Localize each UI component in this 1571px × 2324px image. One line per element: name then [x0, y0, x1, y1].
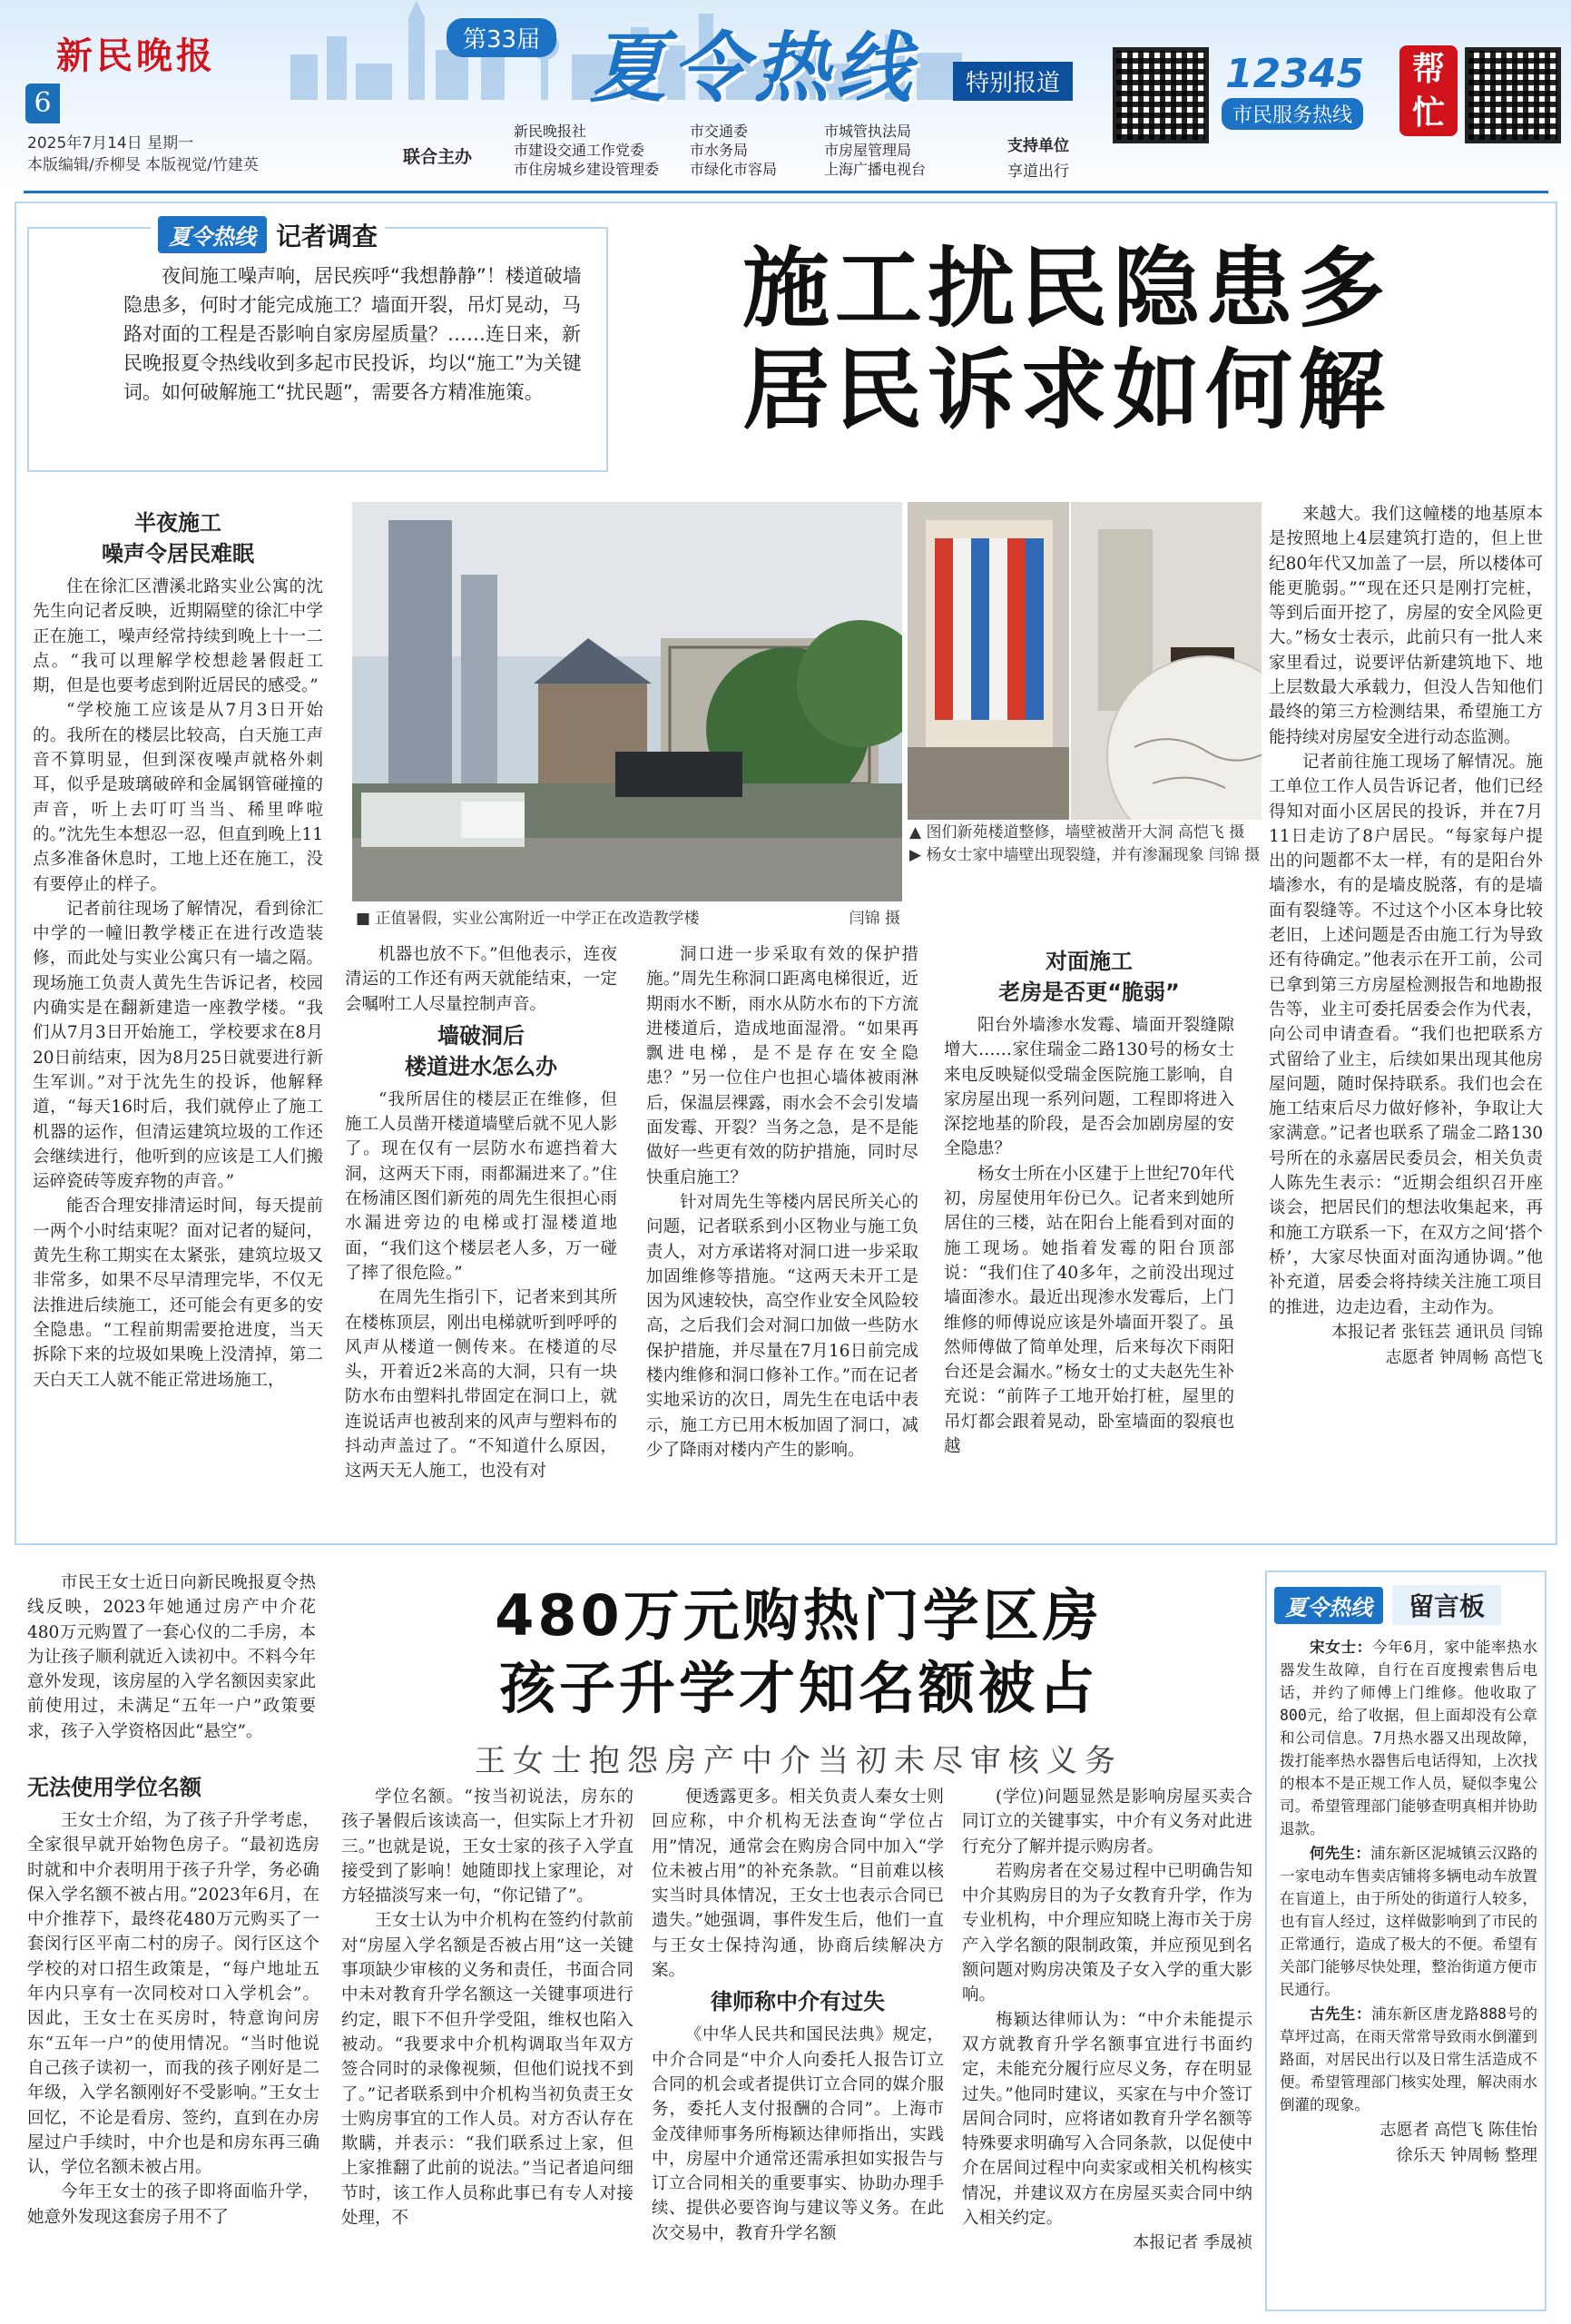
- support-label: 支持单位: [1007, 137, 1069, 155]
- photo-illustration: [908, 502, 1069, 820]
- paragraph: 梅颖达律师认为：“中介未能提示双方就教育升学名额事宜进行书面约定，未能充分履行应尽义务，存在明显过失。”他同时建议，买家在与中介签订居间合同时，应将诸如教育升学名额等特殊要求明确写入合同条款，以促使中介在居间过程中向卖家或相关机构核实情况，并建议双方在房屋买卖合同中纳入相关约定。: [962, 2010, 1252, 2229]
- caption-text: 正值暑假，实业公寓附近一中学正在改造教学楼: [375, 910, 700, 928]
- sponsor: 新民晚报社: [514, 123, 587, 140]
- page-header: [0, 0, 1571, 195]
- board-messages: [1280, 1636, 1537, 2169]
- caption-line: ▲ 图们新苑楼道整修，墙壁被凿开大洞 高恺飞 摄: [909, 823, 1245, 842]
- sponsor-list: [690, 122, 777, 179]
- sponsor: 市绿化市容局: [690, 161, 778, 178]
- board-header: [1274, 1585, 1501, 1625]
- article-column: [27, 1768, 319, 2313]
- photo-school-construction: [352, 502, 902, 901]
- paragraph: 市民王女士近日向新民晚报夏令热线反映，2023年她通过房产中介花480万元购置了一套心仪的二手房，本为让孩子顺利就近入读初中。不料今年意外发现，该房屋的入学名额因卖家此前使用过，未满足“五年一户”政策要求，孩子入学资格因此“悬空”。: [27, 1573, 316, 1741]
- photo-illustration: [1071, 502, 1262, 820]
- paragraph: 王女士介绍，为了孩子升学考虑，全家很早就开始物色房子。“最初选房时就和中介表明用于孩子升学，务必确保入学名额不被占用。”2023年6月，在中介推荐下，最终花480万元购买了一套闵行区平南二村的房子。闵行区这个学校的对口招生政策是，“每户地址五年内只享有一次同校对口入学机会”。因此，王女士在买房时，特意询问房东“五年一户”的使用情况。“当时他说自己孩子读初一，而我的孩子刚好是二年级，入学名额刚好不受影响。”王女士回忆，不论是看房、签约，直到在办房屋过户手续时，中介也是和房东再三确认，学位名额未被占用。: [27, 1811, 319, 2178]
- qr-code-icon: [1465, 47, 1561, 143]
- article-column: [345, 942, 617, 1514]
- message-text: 今年6月，家中能率热水器发生故障，自行在百度搜索售后电话，并约了师傅上门维修。他收取了800元，给了收据，但上面却没有公章和公司信息。7月热水器又出现故障，拨打能率热水器售后电话得知，上次找的根本不是正规工作人员，疑似李鬼公司。希望管理部门能够查明真相并协助退款。: [1280, 1639, 1537, 1837]
- subhead-line: 老房是否更“脆弱”: [998, 980, 1180, 1005]
- message-author: 古先生：: [1310, 2005, 1372, 2023]
- sponsor: 市住房城乡建设管理委: [514, 161, 660, 178]
- article-column: [962, 1785, 1252, 2311]
- sponsor-list: [824, 122, 926, 179]
- lead-paragraph: [27, 1571, 316, 1752]
- sponsor-label: 联合主办: [403, 147, 473, 167]
- special-report-badge: 特别报道: [953, 62, 1073, 101]
- board-title: 留言板: [1392, 1585, 1501, 1625]
- message-text: 浦东新区唐龙路888号的草坪过高，在雨天常常导致雨水倒灌到路面，对居民出行以及日常生活造成不便。希望管理部门核实处理，解决雨水倒灌的现象。: [1280, 2005, 1537, 2113]
- paragraph: 王女士认为中介机构在签约付款前对“房屋入学名额是否被占用”这一关键事项缺少审核的义务和责任，书面合同中未对教育升学名额这一关键事项进行约定，眼下不但升学受阻，维权也陷入被动。“我要求中介机构调取当年双方签合同时的录像视频，但他们说找不到了。”记者联系到中介机构当初负责王女士购房事宜的工作人员。对方否认存在欺瞒，并表示：“我们联系过上家，但上家推翻了此前的说法。”当记者追问细节时，该工作人员称此事已有专人对接处理，不: [341, 1911, 633, 2229]
- paragraph: 来越大。我们这幢楼的地基原本是按照地上4层建筑打造的，但上世纪80年代又加盖了一层，所以楼体可能更脆弱。”“现在还只是刚打完桩，等到后面开挖了，房屋的安全风险更大。”杨女士表示，此前只有一批人来家里看过，说要评估新建筑地下、地上层数最大承载力，但没人告知他们最终的第三方检测结果，希望施工方能持续对房屋安全进行动态监测。: [1269, 505, 1543, 747]
- message: [1280, 1842, 1537, 2001]
- headline-line: 孩子升学才知名额被占: [498, 1655, 1098, 1721]
- article-column: [1269, 502, 1543, 1541]
- headline-line: 480万元购热门学区房: [495, 1582, 1103, 1649]
- paragraph: (学位)问题显然是影响房屋买卖合同订立的关键事实，中介有义务对此进行充分了解并提示购房者。: [962, 1787, 1252, 1856]
- page-number: 6: [25, 84, 60, 123]
- column-tag: 夏令热线: [158, 216, 267, 253]
- paragraph: “学校施工应该是从7月3日开始的。我所在的楼层比较高，白天施工声音不算明显，但到深夜噪声就格外刺耳，似乎是玻璃破碎和金属钢管碰撞的声音，听上去叮叮当当、稀里哗啦的。”沈先生本想忍一忍，但直到晚上11点多准备休息时，工地上还在施工，没有要停止的样子。: [33, 701, 323, 894]
- message: [1280, 1636, 1537, 1840]
- column-brand: 夏令热线: [590, 23, 918, 113]
- paragraph: 今年王女士的孩子即将面临升学，她意外发现这套房子用不了: [27, 2182, 319, 2227]
- subhead: [944, 946, 1234, 1008]
- photo-stairwell-hole: [908, 502, 1069, 820]
- paragraph: 《中华人民共和国民法典》规定，中介合同是“中介人向委托人报告订立合同的机会或者提供订立合同的媒介服务，委托人支付报酬的合同”。上海市金茂律师事务所梅颖达律师指出，实践中，房屋中介通常还需承担如实报告与订立合同相关的重要事实、协助办理手续、提供必要咨询与建议等义务。在此次交易中，教育升学名额: [652, 2025, 944, 2243]
- sponsor: 市交通委: [690, 123, 749, 140]
- edition-badge: 第33届: [447, 18, 556, 57]
- masthead: 新民晚报: [56, 34, 216, 77]
- subhead-line: 对面施工: [1046, 949, 1133, 974]
- paragraph: 针对周先生等楼内居民所关心的问题，记者联系到小区物业与施工负责人，对方承诺将对洞口进一步采取加固维修等措施。“这两天未开工是因为风速较快，高空作业安全风险较高，之后我们会对洞口加做一些防水保护措施，并尽量在7月16日前完成楼内维修和洞口修补工作。”而在记者实地采访的次日，周先生在电话中表示，施工方已用木板加固了洞口，减少了降雨对楼内产生的影响。: [646, 1192, 918, 1460]
- photo-illustration: [352, 502, 902, 901]
- sponsor: 市房屋管理局: [824, 142, 912, 159]
- caption-credit: 闫锦 摄: [849, 910, 900, 928]
- headline: [345, 1580, 1252, 1725]
- article-column: [646, 942, 918, 1514]
- headline-line: 居民诉求如何解: [742, 340, 1390, 441]
- issue-date: 2025年7月14日 星期一: [27, 134, 194, 153]
- paragraph: 记者前往施工现场了解情况。施工单位工作人员告诉记者，他们已经得知对面小区居民的投诉，并在7月11日走访了8户居民。“每家每户提出的问题都不太一样，有的是阳台外墙渗水，有的是墙皮脱落，有的是墙面有裂缝等。不过这个小区本身比较老旧，上述问题是否由施工行为导致还有待确定。”他表示在开工前，公司已拿到第三方房屋检测报告和地勘报告等，业主可委托居委会作为代表，向公司申请查看。“我们也把联系方式留给了业主，后续如果出现其他房屋问题，随时保持联系。我们也会在施工结束后尽力做好修补，争取让大家满意。”记者也联系了瑞金二路130号所在的永嘉居民委员会，相关负责人陈先生表示：“近期会组织召开座谈会，把居民们的想法收集起来，再和施工方联系一下，在双方之间‘搭个桥’，大家尽快面对面沟通协调。”他补充道，居委会将持续关注施工项目的推进，边走边看，主动作为。: [1269, 752, 1543, 1317]
- section-kind: 记者调查: [276, 221, 378, 251]
- support-value: 享道出行: [1007, 162, 1069, 181]
- paragraph: 学位名额。“按当初说法，房东的孩子暑假后该读高一，但实际上才升初三。”也就是说，王女士家的孩子入学直接受到了影响！她随即找上家理论，对方轻描淡写来一句，“你记错了”。: [341, 1787, 633, 1906]
- subhead: 律师称中介有过失: [711, 1989, 885, 2015]
- subhead-line: 墙破洞后: [437, 1022, 525, 1049]
- paragraph: 洞口进一步采取有效的保护措施。”周先生称洞口距离电梯很近，近期雨水不断，雨水从防水布的下方流进楼道后，造成地面湿滑。“如果再飘进电梯，是不是存在安全隐患？”另一位住户也担心墙体被雨淋后，保温层裸露，雨水会不会引发墙面发霉、开裂？当务之急，是不是能做好一些更有效的防护措施，同时尽快重启施工？: [646, 945, 918, 1187]
- caption-text: 图们新苑楼道整修，墙壁被凿开大洞: [926, 823, 1173, 842]
- byline: 本报记者 季晟祯: [1133, 2233, 1252, 2253]
- paragraph: 住在徐汇区漕溪北路实业公寓的沈先生向记者反映，近期隔壁的徐汇中学正在施工，噪声经常持续到晚上十一二点。“我可以理解学校想趁暑假赶工期，但是也要考虑到附近居民的感受。”: [33, 577, 323, 696]
- article-column: [33, 504, 323, 1512]
- subhead-line: 楼道进水怎么办: [405, 1053, 557, 1079]
- paragraph: 便透露更多。相关负责人秦女士则回应称，中介机构无法查询“学位占用”情况，通常会在购房合同中加入“学位未被占用”的补充条款。“目前难以核实当时具体情况，王女士也表示合同已遗失。”她强调，事件发生后，他们一直与王女士保持沟通，协商后续解决方案。: [652, 1787, 944, 1981]
- article-column: [652, 1785, 944, 2311]
- photo-caption: [356, 908, 900, 931]
- subhead-line: 半夜施工: [134, 510, 221, 536]
- message-board: [1265, 1571, 1546, 2311]
- subhead: [33, 507, 323, 569]
- intro-text: 夜间施工噪声响，居民疾呼“我想静静”！楼道破墙隐患多，何时才能完成施工？墙面开裂，吊灯晃动，马路对面的工程是否影响自家房屋质量？……连日来，新民晚报夏令热线收到多起市民投诉，均以“施工”为关键词。如何破解施工“扰民题”，需要各方精准施策。: [123, 265, 582, 403]
- article-column: [944, 942, 1234, 1514]
- editor-credit: 本版编辑/乔柳旻 本版视觉/竹建英: [27, 156, 259, 174]
- sponsor: 市城管执法局: [824, 123, 912, 140]
- sponsor-list: [514, 122, 659, 179]
- photo-cracked-wall: [1071, 502, 1262, 820]
- message-author: 何先生：: [1310, 1845, 1370, 1862]
- message-text: 浦东新区泥城镇云汉路的一家电动车售卖店铺将多辆电动车放置在盲道上，由于所处的街道行人较多，也有盲人经过，这样做影响到了市民的正常通行，造成了极大的不便。希望有关部门能够尽快处理，整治街道方便市民通行。: [1280, 1845, 1537, 1998]
- byline: 志愿者 钟周畅 高恺飞: [1385, 1347, 1543, 1367]
- help-seal: 帮忙: [1399, 45, 1458, 136]
- sponsor: 上海广播电视台: [824, 161, 927, 178]
- subhead-line: 噪声令居民难眠: [102, 541, 254, 566]
- message-author: 宋女士：: [1310, 1639, 1372, 1656]
- hotline-number: 12345: [1225, 51, 1365, 97]
- paragraph: 杨女士所在小区建于上世纪70年代初，房屋使用年份已久。记者来到她所居住的三楼，站在阳台上能看到对面的施工现场。她指着发霉的阳台顶部说：“我们住了40多年，之前没出现过墙面渗水。最近出现渗水发霉后，上门维修的师傅说应该是外墙面开裂了。虽然师傅做了简单处理，后来每次下雨阳台还是会漏水。”杨女士的丈夫赵先生补充说：“前阵子工地开始打桩，屋里的吊灯都会跟着晃动，卧室墙面的裂痕也越: [944, 1164, 1234, 1457]
- paragraph: 阳台外墙渗水发霉、墙面开裂缝隙增大……家住瑞金二路130号的杨女士来电反映疑似受瑞金医院施工影响，自家房屋出现一系列问题，工程即将进入深挖地基的阶段，是否会加剧房屋的安全隐患？: [944, 1016, 1234, 1159]
- paragraph: 记者前往现场了解情况，看到徐汇中学的一幢旧教学楼正在进行改造装修，而此处与实业公寓只有一墙之隔。现场施工负责人黄先生告诉记者，校园内确实是在翻新建造一座教学楼。“我们从7月3日开始施工，学校要求在8月20日前结束，因为8月25日就要进行新生军训。”对于沈先生的投诉，他解释道，“每天16时后，我们就停止了施工机器的运作，但清运建筑垃圾的工作还会继续进行，他听到的应该是工人们搬运碎瓷砖等废弃物的声音。”: [33, 899, 323, 1192]
- section-tag: [151, 216, 385, 253]
- board-credit: 志愿者 高恺飞 陈佳怡: [1380, 2121, 1537, 2140]
- byline: 本报记者 张钰芸 通讯员 闫锦: [1330, 1322, 1543, 1342]
- headline: [635, 238, 1497, 441]
- headline-line: 施工扰民隐患多: [742, 238, 1390, 340]
- article-column: [341, 1785, 633, 2311]
- paragraph: 在周先生指引下，记者来到其所在楼栋顶层，刚出电梯就听到呼呼的风声从楼道一侧传来。在楼道的尽头，开着近2米高的大洞，只有一块防水布由塑料扎带固定在洞口上，就连说话声也被刮来的风声与塑料布的抖动声盖过了。“不知道什么原因，这两天无人施工，也没有对: [345, 1288, 617, 1482]
- caption-credit: 高恺飞 摄: [1177, 823, 1245, 842]
- sponsor: 市水务局: [690, 142, 749, 159]
- paragraph: 若购房者在交易过程中已明确告知中介其购房目的为子女教育升学，作为专业机构，中介理应知晓上海市关于房产入学名额的限制政策，并应预见到名额问题对购房决策及子女入学的重大影响。: [962, 1861, 1252, 2005]
- caption-text: 杨女士家中墙壁出现裂缝，并有渗漏现象: [926, 846, 1204, 864]
- caption-marker: ■: [356, 910, 376, 928]
- caption-line: ▶ 杨女士家中墙壁出现裂缝，并有渗漏现象 闫锦 摄: [909, 846, 1261, 864]
- board-credit: 徐乐天 钟周畅 整理: [1396, 2146, 1537, 2165]
- qr-code-icon: [1113, 47, 1209, 143]
- subhead: 无法使用学位名额: [27, 1775, 201, 1800]
- column-tag: 夏令热线: [1274, 1587, 1383, 1624]
- subheadline: 王女士抱怨房产中介当初未尽审核义务: [475, 1743, 1123, 1779]
- paragraph: 能否合理安排清运时间，每天提前一两个小时结束呢？面对记者的疑问，黄先生称工期实在太紧张，建筑垃圾又非常多，如果不尽早清理完毕，不仅无法推进后续施工，还可能会有更多的安全隐患。“工程前期需要抢进度，当天拆除下来的垃圾如果晚上没清掉，第二天白天工人就不能正常进场施工，: [33, 1196, 323, 1390]
- caption-credit: 闫锦 摄: [1208, 846, 1261, 864]
- sponsor: 市建设交通工作党委: [514, 142, 645, 159]
- dateline: [27, 133, 259, 176]
- header-rule: [24, 191, 1548, 193]
- photo-caption: [909, 822, 1262, 867]
- message: [1280, 2003, 1537, 2116]
- paragraph: 机器也放不下。”但他表示，连夜清运的工作还有两天就能结束，一定会嘱咐工人尽量控制声音。: [345, 945, 617, 1014]
- subhead: [345, 1020, 617, 1082]
- paragraph: “我所居住的楼层正在维修，但施工人员凿开楼道墙壁后就不见人影了。现在仅有一层防水布遮挡着大洞，这两天下雨，雨都漏进来了。”住在杨浦区图们新苑的周先生很担心雨水漏进旁边的电梯或打湿楼道地面，“我们这个楼层老人多，万一碰了摔了很危险。”: [345, 1089, 617, 1283]
- hotline-label: 市民服务热线: [1222, 98, 1363, 130]
